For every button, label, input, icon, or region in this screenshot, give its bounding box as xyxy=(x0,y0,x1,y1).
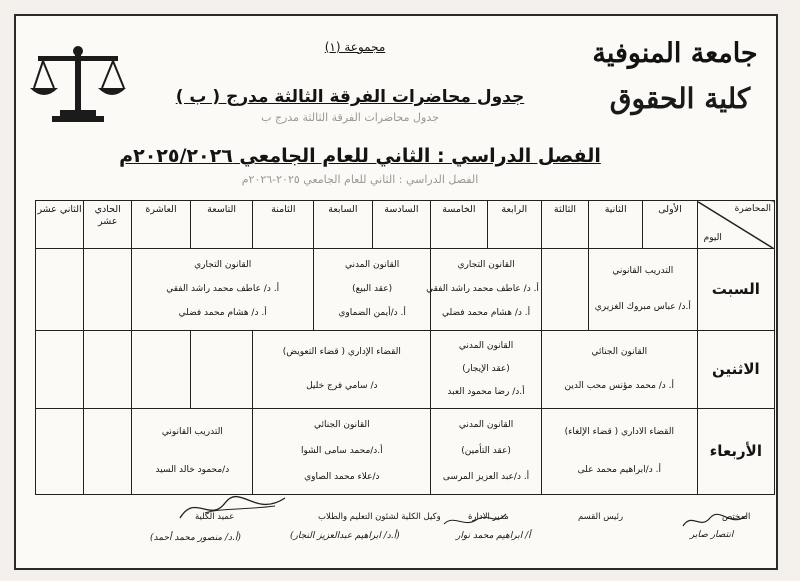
session-lecturer: أ.د/محمد سامى الشوا xyxy=(300,445,383,456)
empty-cell xyxy=(541,249,588,331)
day-cell xyxy=(697,409,774,495)
signature-dean-title: عميد الكلية xyxy=(195,512,235,522)
period-header: الحادي عشر xyxy=(84,201,132,249)
faculty-logo-text: كلية الحقوق xyxy=(609,82,751,115)
session-subject: القانون الجنائي xyxy=(313,420,370,431)
period-header: الخامسة xyxy=(431,201,487,249)
empty-cell xyxy=(84,331,132,409)
schedule-table xyxy=(35,200,775,495)
session-lecturer: أ.د/ رضا محمود العبد xyxy=(447,386,525,397)
period-header: الثالثة xyxy=(541,201,588,249)
period-header: الثاني عشر xyxy=(36,201,84,249)
corner-day-label: اليوم xyxy=(703,232,722,243)
period-header: السابعة xyxy=(314,201,373,249)
session-cell xyxy=(314,249,431,331)
session-lecturer: أ. د/ هشام محمد فضلي xyxy=(442,308,531,319)
session-lecturer: أ. د/ عاطف محمد راشد الفقي xyxy=(426,283,539,294)
session-subject: القانون المدني xyxy=(344,259,400,270)
session-cell xyxy=(132,249,314,331)
session-subject: القانون المدني xyxy=(458,340,514,351)
signature-admin-title: مدير الادارة xyxy=(468,512,509,522)
session-subject: القانون الجنائي xyxy=(591,346,648,357)
session-subject: القضاء الاداري ( قضاء الإلغاء) xyxy=(564,426,674,437)
session-cell xyxy=(431,331,542,409)
period-header: العاشرة xyxy=(132,201,191,249)
session-cell xyxy=(588,249,697,331)
session-lecturer: أ. د/ محمد مؤنس محب الدين xyxy=(564,381,675,392)
day-row-monday xyxy=(36,331,775,409)
corner-lecture-label: المحاضرة xyxy=(734,204,771,214)
period-header: الرابعة xyxy=(487,201,541,249)
session-subject: القانون التجاري xyxy=(457,259,515,270)
session-lecturer: أ.د/ عباس مبروك الغزيري xyxy=(594,302,691,313)
day-row-saturday xyxy=(36,249,775,331)
signature-dean-name: (أ.د/ منصور محمد أحمد) xyxy=(150,533,241,543)
signature-vice-dean-title: وكيل الكلية لشئون التعليم والطلاب xyxy=(318,512,441,522)
empty-cell xyxy=(36,249,84,331)
session-subject: القضاء الإداري ( قضاء التعويض) xyxy=(282,346,401,357)
period-header: السادسة xyxy=(372,201,431,249)
session-cell xyxy=(431,409,542,495)
header-row xyxy=(36,201,775,249)
session-lecturer: أ. د/ هشام محمد فضلي xyxy=(178,308,267,319)
university-logo-text: جامعة المنوفية xyxy=(592,38,758,69)
session-subject: التدريب القانوني xyxy=(612,265,674,276)
handwritten-signature-admin xyxy=(440,508,510,533)
session-lecturer: أ. د/أيمن الضماوي xyxy=(338,308,406,319)
handwritten-signature-dean xyxy=(175,488,295,528)
empty-cell xyxy=(84,409,132,495)
semester-label: الفصل الدراسي : الثاني للعام الجامعي ٢٠٢٥/٢٠٢٦م xyxy=(119,145,601,167)
signature-vice-dean-name: (أ.د/ ابراهيم عبدالعزيز النجار) xyxy=(290,531,400,541)
session-contract: (عقد الإيجار) xyxy=(462,363,510,374)
session-lecturer: د/علاء محمد الصاوي xyxy=(304,471,380,482)
semester-label-shadow: الفصل الدراسي : الثاني للعام الجامعي ٢٠٢٥-٢٠٢٦م xyxy=(241,173,479,186)
page-title-shadow: جدول محاضرات الفرقة الثالثة مدرج ب xyxy=(261,111,439,124)
session-subject: التدريب القانوني xyxy=(161,426,223,437)
empty-cell xyxy=(36,409,84,495)
session-cell xyxy=(541,409,697,495)
signature-specialist-title: المختص xyxy=(722,512,751,522)
empty-cell xyxy=(190,331,253,409)
session-contract: (عقد البيع) xyxy=(352,283,393,294)
scales-of-justice-icon xyxy=(28,44,128,124)
signature-head-dept-title: رئيس القسم xyxy=(578,512,624,522)
day-name: الاثنين xyxy=(711,360,760,379)
empty-cell xyxy=(36,331,84,409)
session-cell xyxy=(253,331,431,409)
session-subject: القانون التجاري xyxy=(194,259,252,270)
corner-cell xyxy=(697,201,774,249)
signature-admin-name: أ/ ابراهيم محمد نوار xyxy=(456,531,531,541)
session-cell xyxy=(541,331,697,409)
period-header: التاسعة xyxy=(190,201,253,249)
day-name: السبت xyxy=(711,280,760,299)
period-header: الثانية xyxy=(588,201,642,249)
day-cell xyxy=(697,249,774,331)
session-lecturer: أ. د/ عاطف محمد راشد الفقي xyxy=(166,283,280,294)
day-cell xyxy=(697,331,774,409)
empty-cell xyxy=(84,249,132,331)
session-lecturer: أ. د/عبد العزيز المرسى xyxy=(442,471,530,482)
session-subject: القانون المدني xyxy=(458,420,514,431)
period-header: الثامنة xyxy=(253,201,314,249)
signature-specialist-name: انتصار صابر xyxy=(690,530,734,540)
session-lecturer: د/محمود خالد السيد xyxy=(155,465,230,476)
handwritten-signature-specialist xyxy=(680,508,750,533)
empty-cell xyxy=(132,331,191,409)
day-name: الأربعاء xyxy=(709,442,762,461)
session-lecturer: د/ سامي فرج خليل xyxy=(306,381,378,392)
session-cell xyxy=(253,409,431,495)
session-lecturer: أ. د/ابراهيم محمد على xyxy=(577,465,661,476)
period-header: الأولى xyxy=(643,201,697,249)
page-title: جدول محاضرات الفرقة الثالثة مدرج ( ب ) xyxy=(175,87,525,107)
session-cell xyxy=(426,249,542,331)
session-cell xyxy=(132,409,253,495)
session-contract: (عقد التأمين) xyxy=(461,445,511,456)
group-label: مجموعة (١) xyxy=(324,40,386,54)
day-row-wednesday xyxy=(36,409,775,495)
